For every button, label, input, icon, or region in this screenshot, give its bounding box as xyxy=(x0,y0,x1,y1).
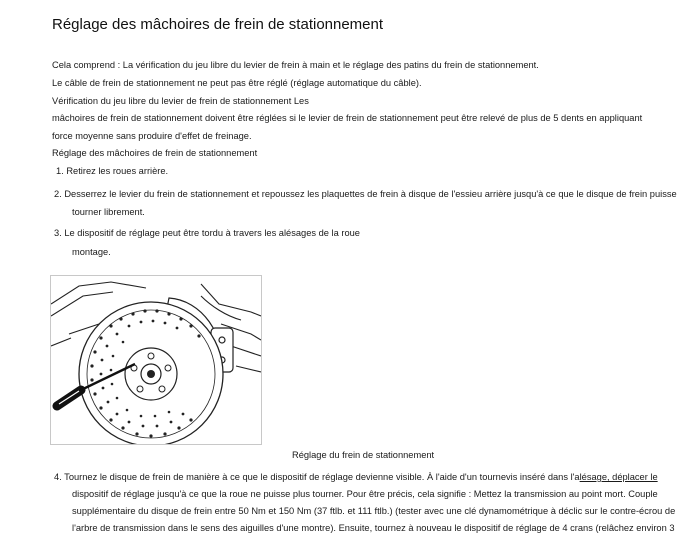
intro-line: Cela comprend : La vérification du jeu libre du levier de frein à main et le réglage des patins du frein de stationnement. xyxy=(52,60,539,70)
figure-caption: Réglage du frein de stationnement xyxy=(292,450,435,460)
intro-line: Vérification du jeu libre du levier de frein de stationnement Les xyxy=(52,96,309,106)
step-4-underlined-text: lésage, déplacer le xyxy=(579,472,658,482)
page-title: Réglage des mâchoires de frein de stationnement xyxy=(52,16,384,33)
step-3-line: montage. xyxy=(72,247,111,257)
step-3-line: 3. Le dispositif de réglage peut être tordu à travers les alésages de la roue xyxy=(54,228,360,238)
intro-line: force moyenne sans produire d'effet de freinage. xyxy=(52,131,252,141)
step-2-line: tourner librement. xyxy=(72,207,145,217)
step-4-line-text: 4. Tournez le disque de frein de manière à ce que le dispositif de réglage devienne visible. À l'aide d'un tournevis inséré dans l'a xyxy=(54,472,580,482)
step-4-line: supplémentaire du disque de frein entre 50 Nm et 150 Nm (37 ftlb. et 111 ftlb.) (tester avec une clé dynamométrique à déclic sur le contre-écrou de xyxy=(72,506,676,516)
section-heading: Réglage des mâchoires de frein de stationnement xyxy=(52,148,258,158)
step-1: 1. Retirez les roues arrière. xyxy=(56,166,169,176)
figure-brake-adjustment xyxy=(50,275,262,445)
step-4-line xyxy=(54,471,658,483)
brake-illustration xyxy=(51,276,261,444)
step-4-line: dispositif de réglage jusqu'à ce que la roue ne puisse plus tourner. Pour être précis, cela signifie : Mettez la transmission au point mort. Couple xyxy=(72,489,658,499)
intro-line: mâchoires de frein de stationnement doivent être réglées si le levier de frein de stationnement peut être relevé de plus de 5 dents en appliquant xyxy=(52,113,643,123)
intro-line: Le câble de frein de stationnement ne peut pas être réglé (réglage automatique du câble). xyxy=(52,78,422,88)
step-4-line: l'arbre de transmission dans le sens des aiguilles d'une montre). Ensuite, tournez à nouveau le dispositif de réglage de 4 crans (relâchez environ 3 xyxy=(72,523,675,533)
step-2-line: 2. Desserrez le levier du frein de stationnement et repoussez les plaquettes de frein à disque de l'essieu arrière jusqu'à ce que le disque de frein puisse xyxy=(54,189,677,199)
